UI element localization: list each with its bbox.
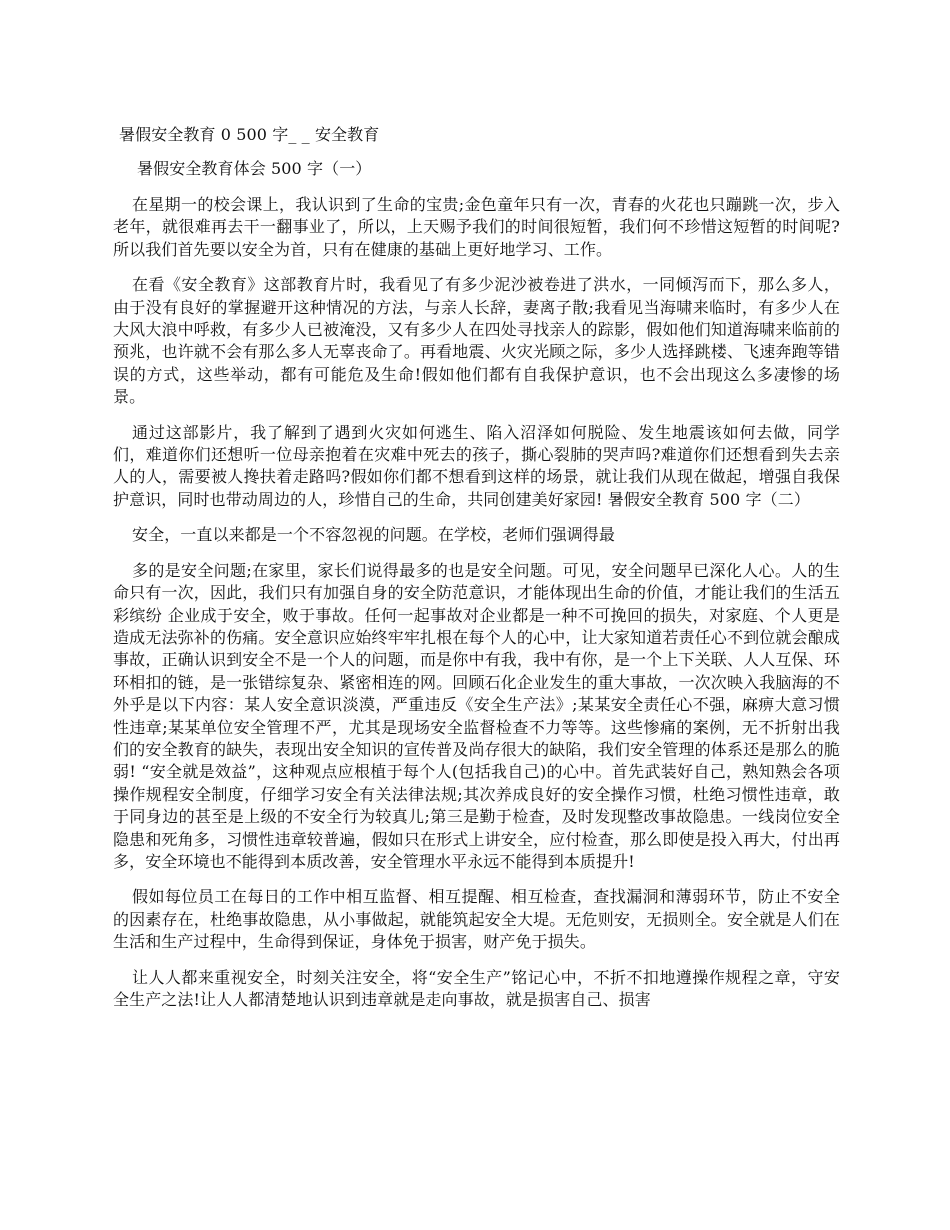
paragraph: 多的是安全问题;在家里，家长们说得最多的也是安全问题。可见，安全问题早已深化人心。人的生命只有一次，因此，我们只有加强自身的安全防范意识，才能体现出生命的价值，才能让我们的生活五彩缤纷 企业成于安全，败于事故。任何一起事故对企业都是一种不可挽回的损失，对家庭、个人更是造成无法弥补的伤痛。安全意识应始终牢牢扎根在每个人的心中，让大家知道若责任心不到位就会酿成事故，正确认识到安全不是一个人的问题，而是你中有我，我中有你，是一个上下关联、人人互保、环环相扣的链，是一张错综复杂、紧密相连的网。回顾石化企业发生的重大事故，一次次映入我脑海的不外乎是以下内容：某人安全意识淡漠，严重违反《安全生产法》;某某安全责任心不强，麻痹大意习惯性违章;某某单位安全管理不严，尤其是现场安全监督检查不力等等。这些惨痛的案例，无不折射出我们的安全教育的缺失，表现出安全知识的宣传普及尚存很大的缺陷，我们安全管理的体系还是那么的脆弱! “安全就是效益”，这种观点应根植于每个人(包括我自己)的心中。首先武装好自己，熟知熟会各项操作规程安全制度，仔细学习安全有关法律法规;其次养成良好的安全操作习惯，杜绝习惯性违章，敢于同身边的甚至是上级的不安全行为较真儿;第三是勤于检查，及时发现整改事故隐患。一线岗位安全隐患和死角多，习惯性违章较普遍，假如只在形式上讲安全，应付检查，那么即使是投入再大，付出再多，安全环境也不能得到本质改善，安全管理水平永远不能得到本质提升! <box>113 560 840 871</box>
document-body <box>113 124 840 1024</box>
paragraph: 让人人都来重视安全，时刻关注安全，将“安全生产”铭记心中，不折不扣地遵操作规程之章，守安全生产之法!让人人都清楚地认识到违章就是走向事故，就是损害自己、损害 <box>113 967 840 1009</box>
paragraph: 在看《安全教育》这部教育片时，我看见了有多少泥沙被卷进了洪水，一同倾泻而下，那么多人，由于没有良好的掌握避开这种情况的方法，与亲人长辞，妻离子散;我看见当海啸来临时，有多少人在大风大浪中呼救，有多少人已被淹没，又有多少人在四处寻找亲人的踪影，假如他们知道海啸来临前的预兆，也许就不会有那么多人无辜丧命了。再看地震、火灾光顾之际，多少人选择跳楼、飞速奔跑等错误的方式，这些举动，都有可能危及生命!假如他们都有自我保护意识，也不会出现这么多凄惨的场景。 <box>113 275 840 407</box>
document-title: 暑假安全教育 0 500 字_ _ 安全教育 <box>119 125 380 144</box>
paragraph: 在星期一的校会课上，我认识到了生命的宝贵;金色童年只有一次，青春的火花也只蹦跳一次，步入老年，就很难再去干一翻事业了，所以，上天赐予我们的时间很短暂，我们何不珍惜这短暂的时间呢?所以我们首先要以安全为首，只有在健康的基础上更好地学习、工作。 <box>113 195 840 259</box>
paragraph: 通过这部影片，我了解到了遇到火灾如何逃生、陷入沼泽如何脱险、发生地震该如何去做，同学们，难道你们还想听一位母亲抱着在灾难中死去的孩子，撕心裂肺的哭声吗?难道你们还想看到失去亲人的人，需要被人搀扶着走路吗?假如你们都不想看到这样的场景，就让我们从现在做起，增强自我保护意识，同时也带动周边的人，珍惜自己的生命，共同创建美好家园! 暑假安全教育 500 字（二） <box>113 422 840 509</box>
paragraph: 安全，一直以来都是一个不容忽视的问题。在学校，老师们强调得最 <box>132 525 616 545</box>
section-heading: 暑假安全教育体会 500 字（一） <box>137 159 372 178</box>
paragraph: 假如每位员工在每日的工作中相互监督、相互提醒、相互检查，查找漏洞和薄弱环节，防止不安全的因素存在，杜绝事故隐患，从小事做起，就能筑起安全大堤。无危则安，无损则全。安全就是人们在生活和生产过程中，生命得到保证，身体免于损害，财产免于损失。 <box>113 887 840 952</box>
